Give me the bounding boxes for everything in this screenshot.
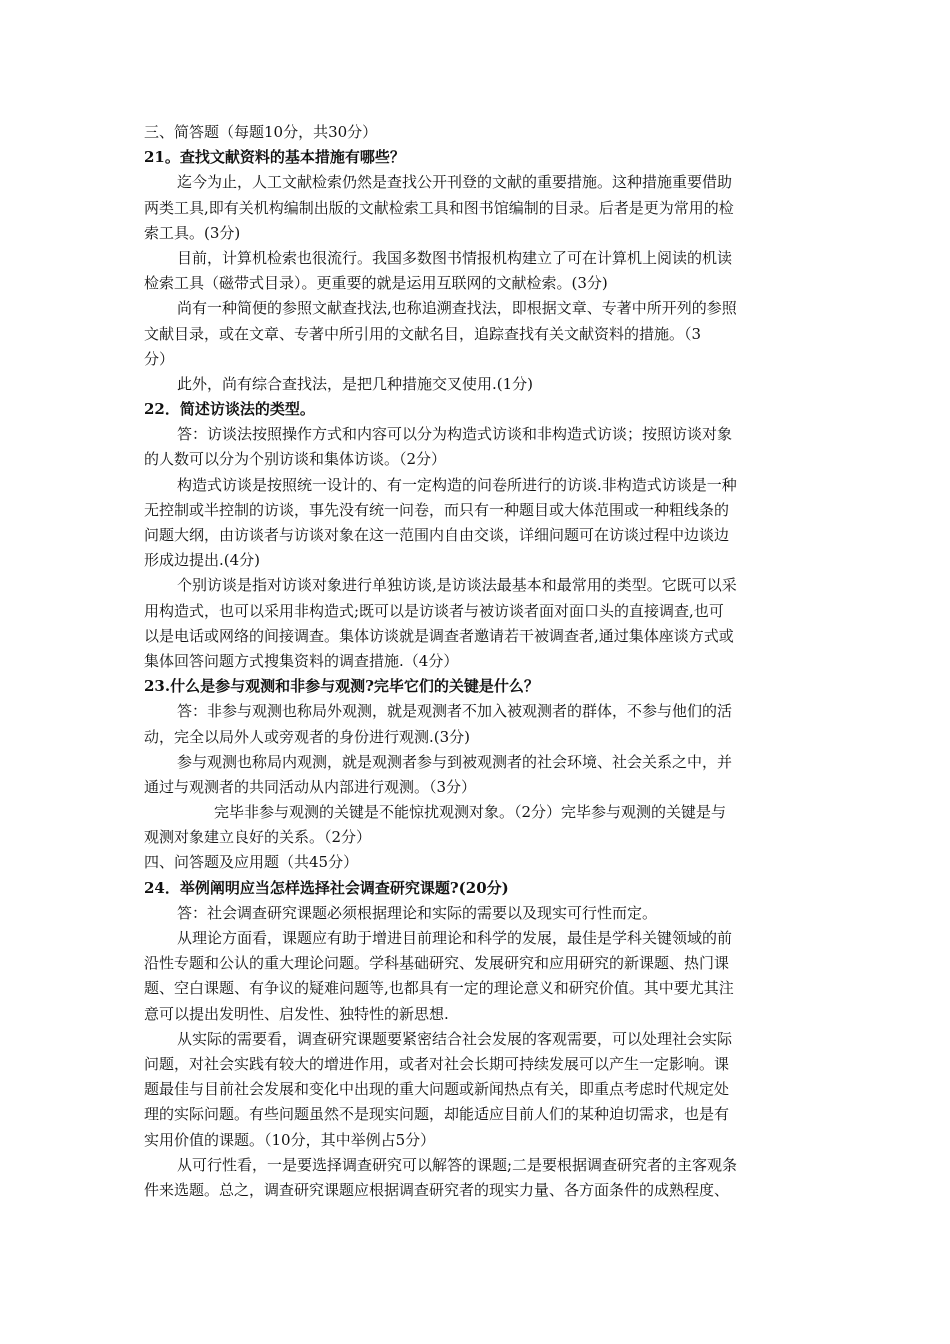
question-heading: 22．简述访谈法的类型。 (144, 400, 315, 419)
paragraph-line: 构造式访谈是按照统一设计的、有一定构造的问卷所进行的访谈.非构造式访谈是一种 (177, 475, 737, 494)
paragraph-line: 题最佳与目前社会发展和变化中出现的重大问题或新闻热点有关，即重点考虑时代规定处 (144, 1080, 730, 1099)
question-heading: 21。查找文献资料的基本措施有哪些？ (144, 148, 405, 167)
paragraph-line: 问题大纲，由访谈者与访谈对象在这一范围内自由交谈，详细问题可在访谈过程中边谈边 (144, 526, 730, 544)
question-heading: 24．举例阐明应当怎样选择社会调查研究课题?(20分) (144, 878, 509, 897)
paragraph-line: 从理论方面看，课题应有助于增进目前理论和科学的发展，最佳是学科关键领域的前 (177, 929, 733, 947)
question-heading: 23.什么是参与观测和非参与观测?完毕它们的关键是什么？ (144, 677, 539, 696)
paragraph-line: 此外，尚有综合查找法，是把几种措施交叉使用.(1分) (177, 374, 534, 393)
paragraph-line: 沿性专题和公认的重大理论问题。学科基础研究、发展研究和应用研究的新课题、热门课 (144, 954, 730, 973)
paragraph-line: 题、空白课题、有争议的疑难问题等,也都具有一定的理论意义和研究价值。其中要尤其注 (144, 979, 734, 998)
paragraph-line: 目前，计算机检索也很流行。我国多数图书情报机构建立了可在计算机上阅读的机读 (177, 248, 733, 267)
paragraph-line: 动，完全以局外人或旁观者的身份进行观测.(3分) (144, 727, 471, 746)
paragraph-line: 分） (144, 349, 175, 368)
paragraph-line: 实用价值的课题。（10分，其中举例占5分） (144, 1130, 436, 1149)
paragraph-line: 观测对象建立良好的关系。（2分） (144, 828, 372, 847)
section-heading: 四、问答题及应用题（共45分） (144, 853, 359, 872)
paragraph-line: 参与观测也称局内观测，就是观测者参与到被观测者的社会环境、社会关系之中，并 (177, 752, 733, 771)
paragraph-line: 以是电话或网络的间接调查。集体访谈就是调查者邀请若干被调查者,通过集体座谈方式或 (144, 626, 734, 645)
paragraph-line: 索工具。(3分) (144, 223, 241, 242)
paragraph-line: 个别访谈是指对访谈对象进行单独访谈,是访谈法最基本和最常用的类型。它既可以采 (177, 576, 737, 595)
paragraph-line: 的人数可以分为个别访谈和集体访谈。（2分） (144, 450, 447, 469)
paragraph-line: 迄今为止，人工文献检索仍然是查找公开刊登的文献的重要措施。这种措施重要借助 (177, 173, 733, 192)
paragraph-line: 答：非参与观测也称局外观测，就是观测者不加入被观测者的群体，不参与他们的活 (177, 702, 733, 721)
paragraph-line: 件来选题。总之，调查研究课题应根据调查研究者的现实力量、各方面条件的成熟程度、 (144, 1180, 730, 1199)
paragraph-line: 从实际的需要看，调查研究课题要紧密结合社会发展的客观需要，可以处理社会实际 (177, 1029, 733, 1048)
paragraph-line: 用构造式，也可以采用非构造式;既可以是访谈者与被访谈者面对面口头的直接调查,也可 (144, 601, 724, 620)
paragraph-line: 集体回答问题方式搜集资料的调查措施.（4分） (144, 651, 459, 670)
paragraph-line: 两类工具,即有关机构编制出版的文献检索工具和图书馆编制的目录。后者是更为常用的检 (144, 198, 734, 217)
section-heading: 三、简答题（每题10分，共30分） (144, 123, 378, 141)
paragraph-line: 理的实际问题。有些问题虽然不是现实问题，却能适应目前人们的某种迫切需求，也是有 (144, 1105, 730, 1124)
document-page (144, 120, 812, 1203)
paragraph-line: 形成边提出.(4分) (144, 551, 261, 570)
paragraph-line: 从可行性看，一是要选择调查研究可以解答的课题;二是要根据调查研究者的主客观条 (177, 1155, 738, 1174)
paragraph-line: 无控制或半控制的访谈，事先没有统一问卷，而只有一种题目或大体范围或一种粗线条的 (144, 500, 730, 519)
paragraph-line: 完毕非参与观测的关键是不能惊扰观测对象。（2分）完毕参与观测的关键是与 (214, 803, 727, 822)
paragraph-line: 尚有一种简便的参照文献查找法,也称追溯查找法，即根据文章、专著中所开列的参照 (177, 299, 737, 318)
paragraph-line: 文献目录，或在文章、专著中所引用的文献名目，追踪查找有关文献资料的措施。（3 (144, 324, 702, 343)
paragraph-line: 问题，对社会实践有较大的增进作用，或者对社会长期可持续发展可以产生一定影响。课 (144, 1054, 730, 1073)
paragraph-line: 答：访谈法按照操作方式和内容可以分为构造式访谈和非构造式访谈；按照访谈对象 (177, 425, 733, 444)
paragraph-line: 检索工具（磁带式目录）。更重要的就是运用互联网的文献检索。(3分) (144, 274, 608, 293)
paragraph-line: 通过与观测者的共同活动从内部进行观测。（3分） (144, 777, 477, 796)
paragraph-line: 答：社会调查研究课题必须根据理论和实际的需要以及现实可行性而定。 (177, 903, 658, 922)
paragraph-line: 意可以提出发明性、启发性、独特性的新思想. (144, 1004, 449, 1023)
